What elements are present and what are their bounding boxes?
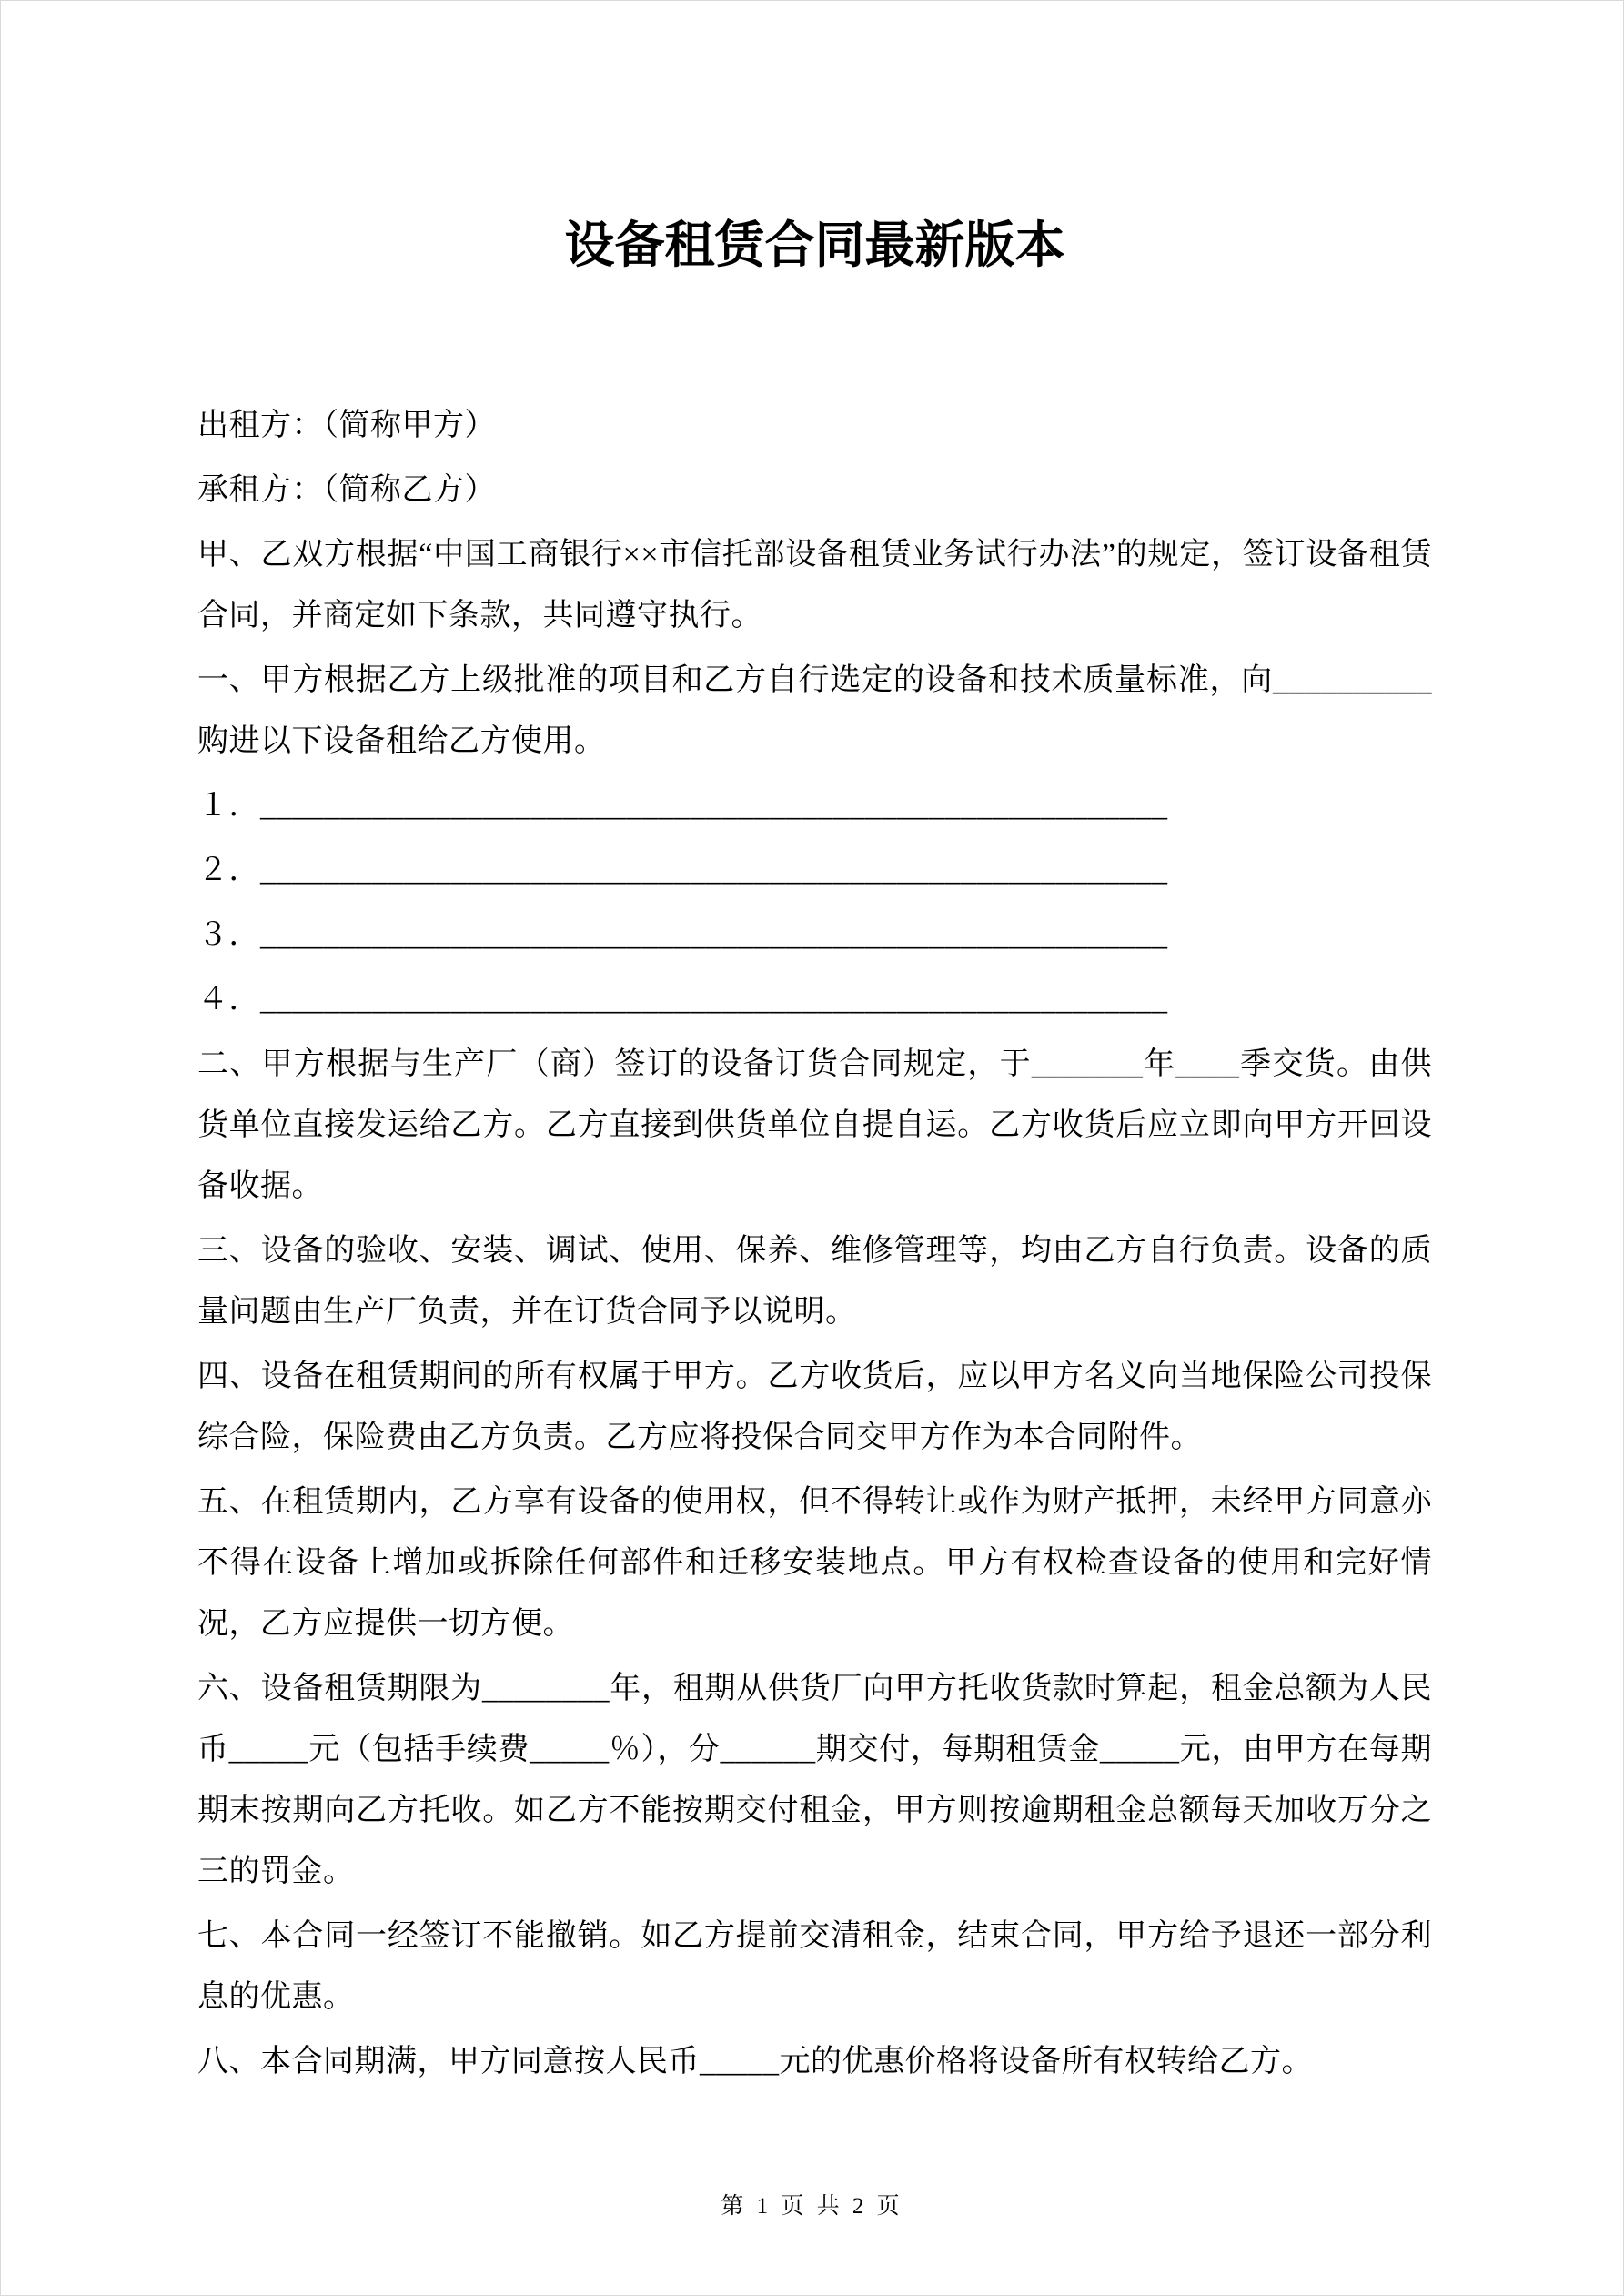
paragraph: 六、设备租赁期限为________年，租期从供货厂向甲方托收货款时算起，租金总额为人民币_____元（包括手续费_____％），分______期交付，每期租赁金_____元，由甲方在每期期末按期向乙方托收。如乙方不能按期交付租金，甲方则按逾期租金总额每天加收万分之三的罚金。: [197, 1672, 1432, 1888]
paragraph: 四、设备在租赁期间的所有权属于甲方。乙方收货后，应以甲方名义向当地保险公司投保综合险，保险费由乙方负责。乙方应将投保合同交甲方作为本合同附件。: [197, 1360, 1432, 1454]
page-number-footer: 第 1 页 共 2 页: [721, 2194, 903, 2219]
paragraph: 承租方：（简称乙方）: [197, 473, 496, 507]
paragraph: 七、本合同一经签订不能撤销。如乙方提前交清租金，结束合同，甲方给予退还一部分利息的优惠。: [197, 1919, 1432, 2014]
paragraph: 二、甲方根据与生产厂（商）签订的设备订货合同规定，于_______年____季交货。由供货单位直接发运给乙方。乙方直接到供货单位自提自运。乙方收货后应立即向甲方开回设备收据。: [197, 1047, 1432, 1203]
paragraph: 五、在租赁期内，乙方享有设备的使用权，但不得转让或作为财产抵押，未经甲方同意亦不得在设备上增加或拆除任何部件和迁移安装地点。甲方有权检查设备的使用和完好情况，乙方应提供一切方便。: [197, 1485, 1432, 1641]
paragraph: 八、本合同期满，甲方同意按人民币_____元的优惠价格将设备所有权转给乙方。: [197, 2045, 1313, 2079]
document-body: [197, 395, 1432, 2092]
paragraph: １．_________________________________________________________: [197, 789, 1168, 823]
paragraph: 甲、乙双方根据“中国工商银行××市信托部设备租赁业务试行办法”的规定，签订设备租赁合同，并商定如下条款，共同遵守执行。: [197, 538, 1432, 632]
paragraph: ３．_________________________________________________________: [197, 918, 1168, 952]
document-title: 设备租赁合同最新版本: [564, 217, 1065, 273]
paragraph: ４．_________________________________________________________: [197, 983, 1168, 1017]
paragraph: ２．_________________________________________________________: [197, 854, 1168, 887]
paragraph: 一、甲方根据乙方上级批准的项目和乙方自行选定的设备和技术质量标准，向__________购进以下设备租给乙方使用。: [197, 663, 1432, 758]
paragraph: 三、设备的验收、安装、调试、使用、保养、维修管理等，均由乙方自行负责。设备的质量问题由生产厂负责，并在订货合同予以说明。: [197, 1234, 1432, 1329]
paragraph: 出租方：（简称甲方）: [197, 409, 496, 442]
